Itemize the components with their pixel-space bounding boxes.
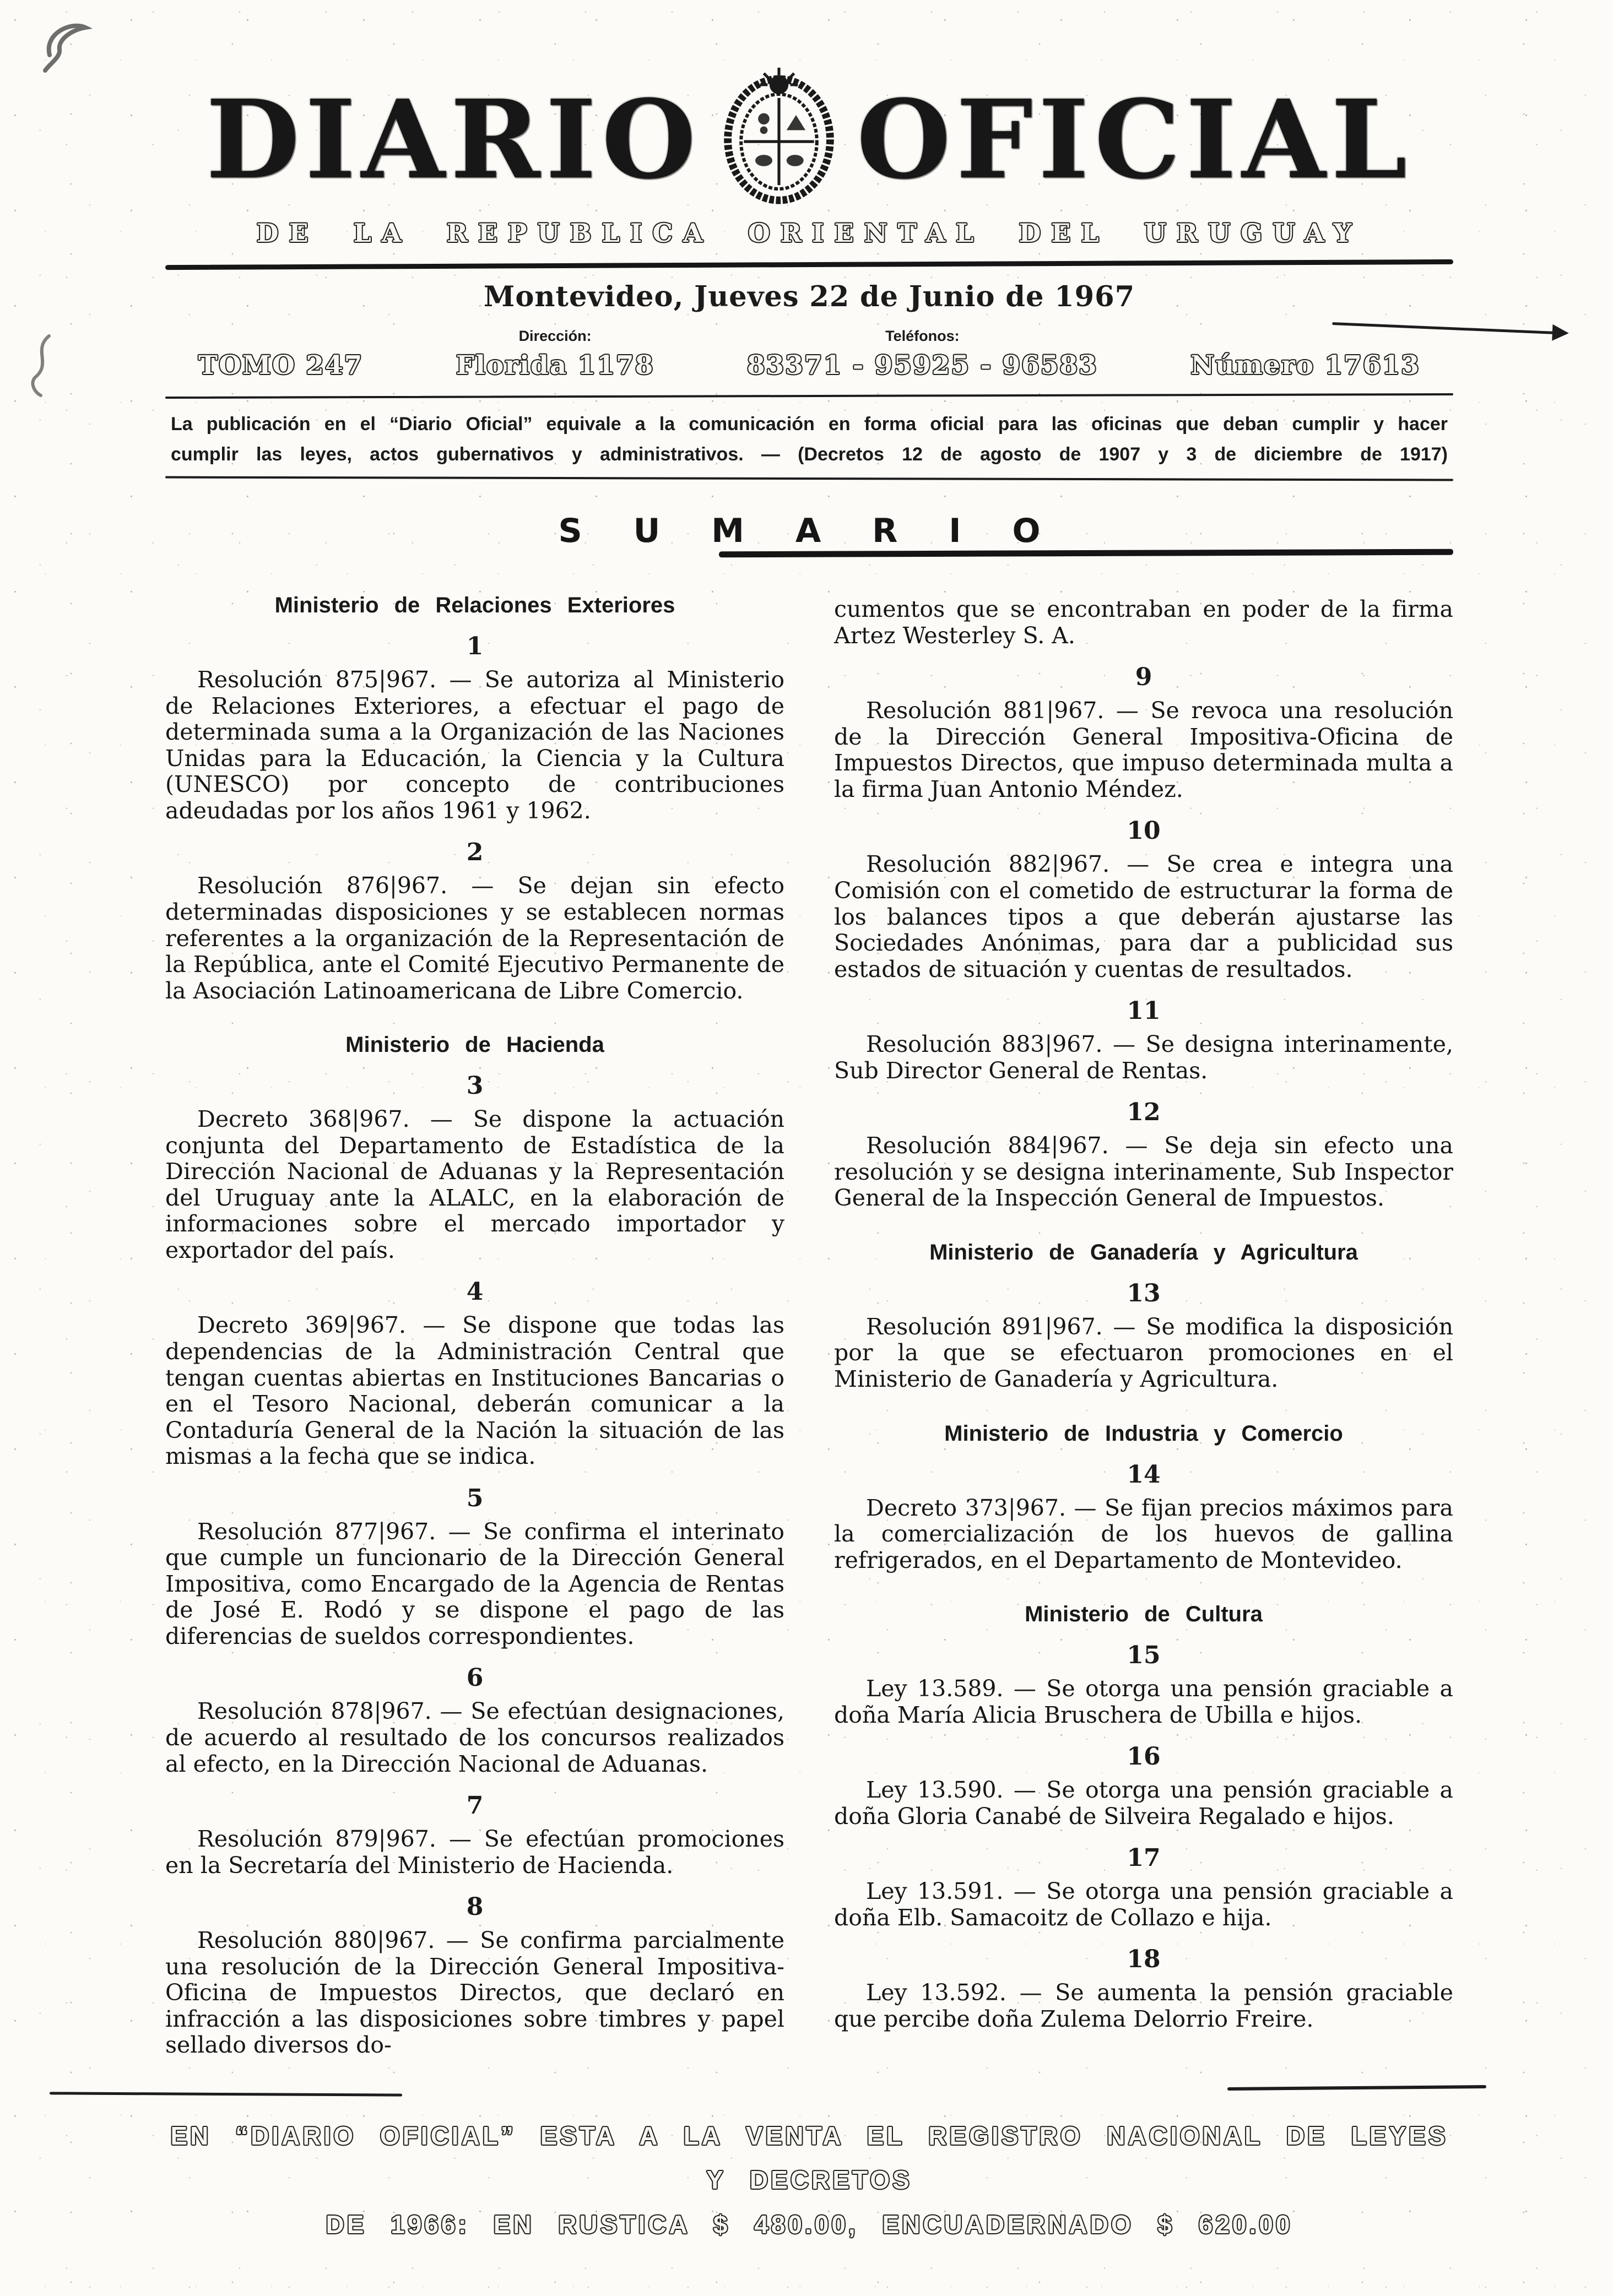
entry-text: Resolución 880|967. — Se confirma parcialmente una resolución de la Dirección General Impositiva-Oficina de Impuestos Directos, que declaró en infracción a las disposiciones sobre timbres y papel sellado diversos do- [165, 1927, 784, 2059]
entry-text: Ley 13.591. — Se otorga una pensión graciable a doña Elb. Samacoitz de Collazo e hija. [834, 1878, 1453, 1931]
entry-text: Decreto 368|967. — Se dispone la actuación conjunta del Departamento de Estadística de la Dirección Nacional de Aduanas y la Representación del Uruguay ante la ALALC, en la elaboración de informaciones sobre el mercado importador y exportador del país. [165, 1106, 784, 1263]
summary-column-left [165, 591, 784, 2059]
entry-number: 14 [1127, 1460, 1161, 1489]
telefonos-value: 83371 - 95925 - 96583 [746, 350, 1098, 381]
masthead-title-right: OFICIAL [856, 77, 1413, 203]
entry-text: Decreto 369|967. — Se dispone que todas las dependencias de la Administración Central que tengan cuentas abiertas en Instituciones Bancarias o en el Tesoro Nacional, deberán comunicar a la Contaduría General de la Nación la situación de las mismas a la fecha que se indica. [165, 1312, 784, 1470]
entry-text: cumentos que se encontraban en poder de la firma Artez Westerley S. A. [834, 596, 1453, 649]
entry-number: 3 [466, 1072, 484, 1100]
scan-artifact [19, 330, 68, 402]
entry [834, 1945, 1453, 2032]
entry [165, 1072, 784, 1263]
direccion-value: Florida 1178 [456, 350, 654, 381]
info-telefonos [747, 328, 1098, 381]
entry [834, 663, 1453, 802]
entry [165, 632, 784, 824]
section-heading: Ministerio de Hacienda [345, 1033, 604, 1057]
entry-number: 12 [1127, 1098, 1161, 1127]
entry-text: Resolución 882|967. — Se crea e integra una Comisión con el cometido de estructurar la forma de los balances tipos a que deberán ajustarse las Sociedades Anónimas, para dar a publicidad sus estados de situación y cuentas de resultados. [834, 851, 1453, 983]
entry-number: 5 [466, 1484, 484, 1512]
entry-number: 11 [1127, 997, 1161, 1025]
info-bar [165, 328, 1453, 381]
footer [165, 2114, 1453, 2247]
entry [165, 1484, 784, 1650]
dateline-row [165, 280, 1453, 313]
section-heading: Ministerio de Relaciones Exteriores [274, 593, 675, 618]
notice-rule-top [165, 393, 1453, 399]
coat-of-arms-emblem [721, 64, 837, 208]
entry-text: Resolución 876|967. — Se dejan sin efecto determinadas disposiciones y se establecen normas referentes a la organización de la Representación de la República, ante el Comité Ejecutivo Permanente de la Asociación Latinoamericana de Libre Comercio. [165, 872, 784, 1004]
entry-text: Resolución 879|967. — Se efectúan promociones en la Secretaría del Ministerio de Hacienda. [165, 1826, 784, 1879]
entry [165, 1278, 784, 1469]
footer-line-2: DE 1966: EN RUSTICA $ 480.00, ENCUADERNADO $ 620.00 [326, 2210, 1293, 2239]
section-heading: Ministerio de Ganadería y Agricultura [929, 1240, 1358, 1264]
footer-rule-right [1227, 2085, 1486, 2091]
masthead-subtitle-row [165, 218, 1453, 248]
entry-text: Ley 13.592. — Se aumenta la pensión graciable que percibe doña Zulema Delorrio Freire. [834, 1979, 1453, 2033]
telefonos-label: Teléfonos: [885, 328, 960, 344]
info-numero [1190, 350, 1420, 381]
entry-number: 13 [1127, 1279, 1161, 1307]
entry-number: 15 [1127, 1641, 1161, 1670]
footer-rule-left [50, 2092, 402, 2096]
entry [834, 817, 1453, 983]
entry [834, 1098, 1453, 1212]
masthead [165, 72, 1453, 208]
entry-number: 16 [1127, 1743, 1161, 1771]
masthead-subtitle: DE LA REPUBLICA ORIENTAL DEL URUGUAY [256, 218, 1362, 248]
entry-text: Resolución 877|967. — Se confirma el interinato que cumple un funcionario de la Dirección General Impositiva, como Encargado de la Agencia de Rentas de José E. Rodó y se dispone el pago de las diferencias de sueldos correspondientes. [165, 1518, 784, 1649]
info-direccion [456, 328, 654, 381]
direccion-label: Dirección: [518, 328, 592, 344]
entry [834, 1844, 1453, 1931]
entry-number: 8 [466, 1893, 484, 1922]
section-heading: Ministerio de Industria y Comercio [944, 1421, 1343, 1446]
entry [834, 1461, 1453, 1574]
masthead-title-left: DIARIO [205, 77, 701, 203]
entry-text: Resolución 884|967. — Se deja sin efecto una resolución y se designa interinamente, Sub Inspector General de la Inspección General de Impuestos. [834, 1132, 1453, 1212]
entry [165, 838, 784, 1004]
masthead-rule [165, 259, 1453, 270]
entry-number: 7 [466, 1792, 484, 1820]
sumario-heading-row [165, 512, 1453, 550]
entry-text: Resolución 891|967. — Se modifica la disposición por la que se efectuaron promociones en el Ministerio de Ganadería y Agricultura. [834, 1313, 1453, 1392]
entry [165, 1664, 784, 1777]
dateline: Montevideo, Jueves 22 de Junio de 1967 [483, 280, 1135, 313]
entry-text: Resolución 875|967. — Se autoriza al Ministerio de Relaciones Exteriores, a efectuar el pago de determinada suma a la Organización de las Naciones Unidas para la Educación, la Ciencia y la Cultura (UNESCO) por concepto de contribuciones adeudadas por los años 1961 y 1962. [165, 666, 784, 824]
entry-number: 9 [1135, 663, 1152, 692]
entry-number: 2 [466, 838, 484, 867]
entry-number: 6 [466, 1664, 484, 1692]
entry-text: Decreto 373|967. — Se fijan precios máximos para la comercialización de los huevos de gallina refrigerados, en el Departamento de Montevideo. [834, 1494, 1453, 1573]
entry-text: Resolución 883|967. — Se designa interinamente, Sub Director General de Rentas. [834, 1031, 1453, 1084]
entry-number: 18 [1127, 1945, 1161, 1974]
info-tomo [198, 350, 363, 381]
entry-number: 1 [466, 632, 484, 661]
section-heading: Ministerio de Cultura [1025, 1602, 1263, 1627]
tomo-value: TOMO 247 [198, 350, 364, 381]
sumario-title: S U M A R I O [558, 512, 1060, 551]
summary-columns [165, 591, 1453, 2059]
sumario-underline [719, 549, 1453, 558]
entry-text: Resolución 881|967. — Se revoca una resolución de la Dirección General Impositiva-Oficina de Impuestos Directos, que impuso determinada multa a la firma Juan Antonio Méndez. [834, 697, 1453, 802]
entry [165, 1893, 784, 2059]
footer-line-1: EN “DIARIO OFICIAL” ESTA A LA VENTA EL REGISTRO NACIONAL DE LEYES Y DECRETOS [170, 2121, 1448, 2195]
publication-notice: La publicación en el “Diario Oficial” equivale a la comunicación en forma oficial para las oficinas que deban cumplir y hacer cumplir las leyes, actos gubernativos y administrativos. — (Decretos 12 de agosto de 1907 y 3 de diciembre de 1917) [171, 414, 1448, 465]
entry-number: 4 [466, 1278, 484, 1306]
entry-number: 17 [1127, 1844, 1161, 1872]
footer-rules [165, 2084, 1453, 2106]
entry [834, 1279, 1453, 1393]
entry-text: Resolución 878|967. — Se efectúan designaciones, de acuerdo al resultado de los concursos realizados al efecto, en la Dirección Nacional de Aduanas. [165, 1698, 784, 1777]
scan-artifact [33, 11, 116, 88]
entry [834, 1641, 1453, 1728]
entry [834, 1743, 1453, 1830]
entry-continuation [834, 596, 1453, 649]
notice-rule-bottom [165, 476, 1453, 481]
entry [834, 997, 1453, 1084]
entry-number: 10 [1127, 817, 1161, 845]
entry [165, 1792, 784, 1879]
numero-value: Número 17613 [1190, 350, 1420, 381]
entry-text: Ley 13.590. — Se otorga una pensión graciable a doña Gloria Canabé de Silveira Regalado e hijos. [834, 1777, 1453, 1830]
entry-text: Ley 13.589. — Se otorga una pensión graciable a doña María Alicia Bruschera de Ubilla e hijos. [834, 1675, 1453, 1728]
summary-column-right [834, 591, 1453, 2059]
